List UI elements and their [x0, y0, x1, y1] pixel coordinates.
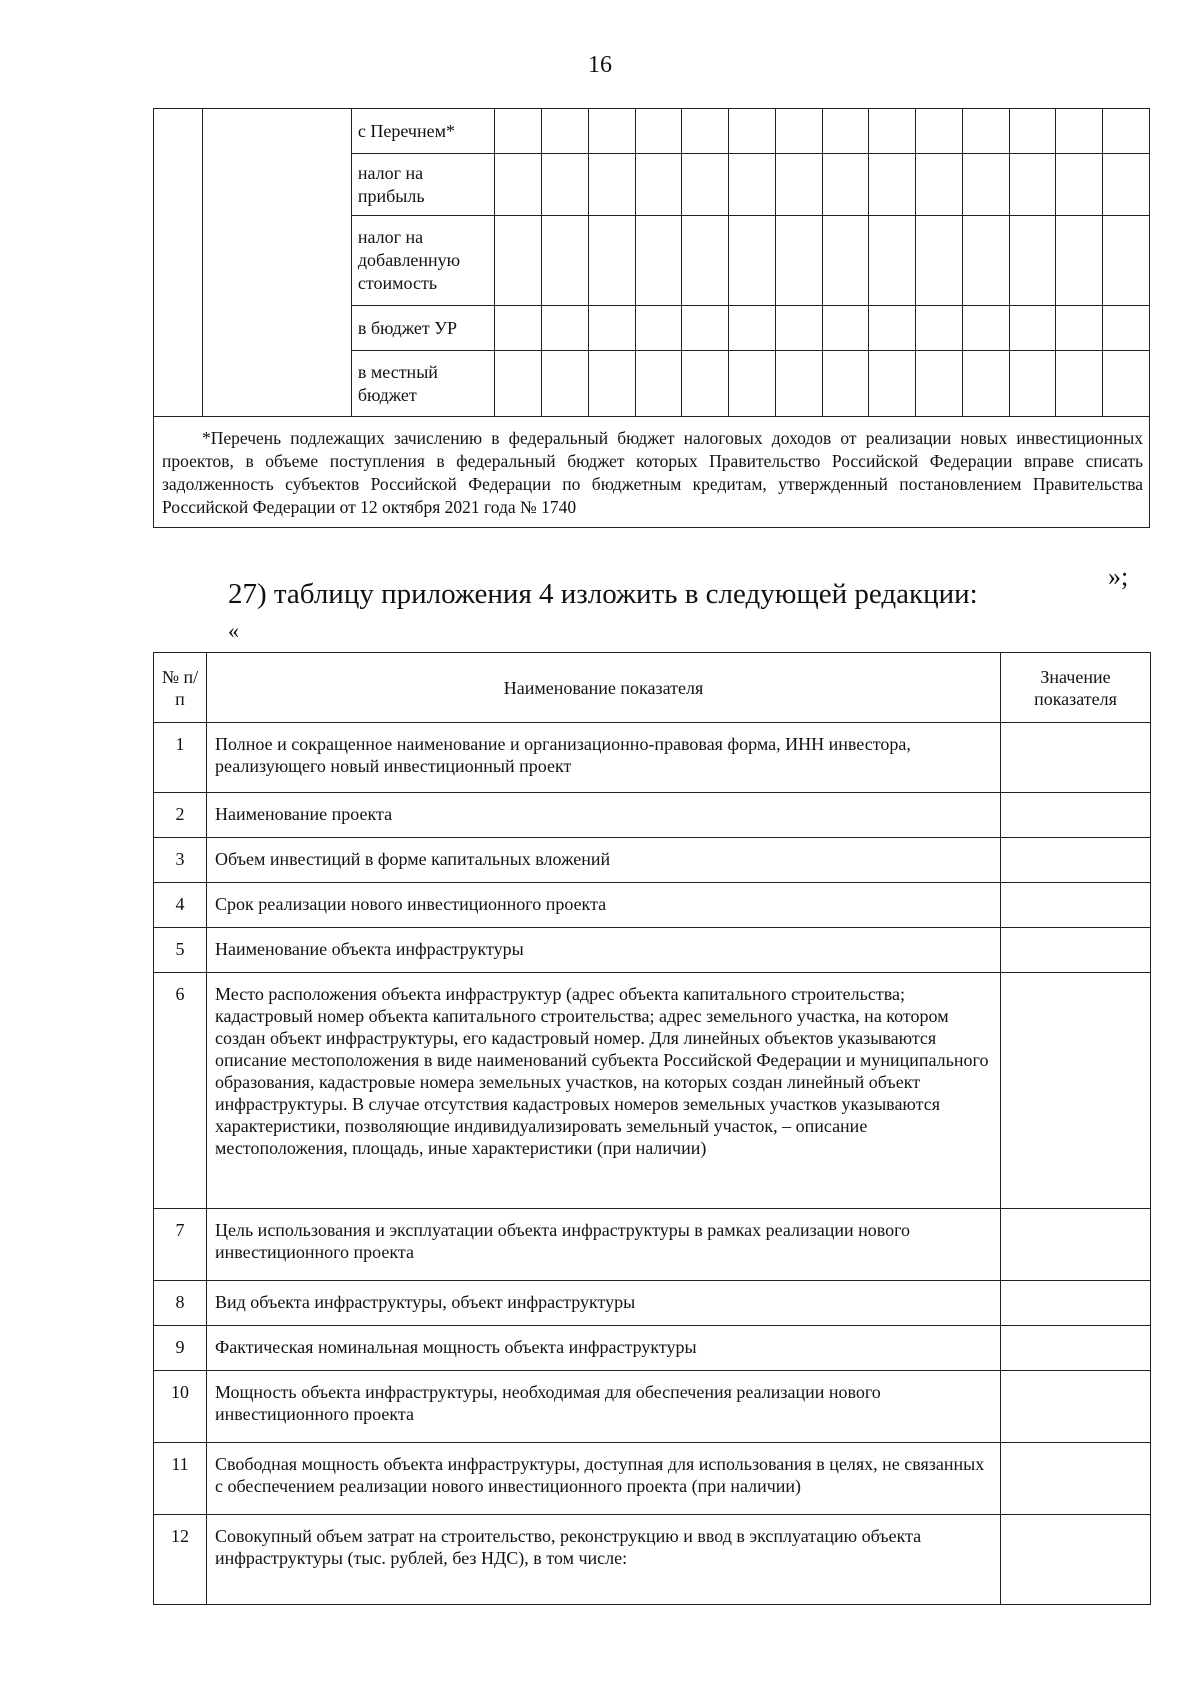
indicator-name: Совокупный объем затрат на строительство, реконструкцию и ввод в эксплуатацию объекта инфраструктуры (тыс. рублей, без НДС), в том числе:	[207, 1515, 1001, 1605]
indicator-name: Место расположения объекта инфраструктур (адрес объекта капитального строительства; кадастровый номер объекта капитального строительства; адрес земельного участка, на котором создан объект инфраструктуры, его кадастровый номер. Для линейных объектов указываются описание местоположения в виде наименований субъекта Российской Федерации и муниципального образования, кадастровые номера земельных участков, на которых создан линейный объект инфраструктуры. В случае отсутствия кадастровых номеров земельных участков указываются характеристики, позволяющие индивидуализировать земельный участок, – описание местоположения, площадь, иные характеристики (при наличии)	[207, 973, 1001, 1209]
value-cell	[682, 216, 729, 306]
value-cell	[1056, 216, 1103, 306]
table-header-row	[154, 653, 1151, 723]
table-row	[154, 1281, 1151, 1326]
row-label: в местный бюджет	[351, 351, 495, 417]
row-number: 5	[154, 928, 207, 973]
value-cell	[916, 216, 963, 306]
value-cell	[1056, 306, 1103, 351]
value-cell	[916, 109, 963, 154]
indicator-value	[1001, 1281, 1151, 1326]
value-cell	[822, 306, 869, 351]
indicator-value	[1001, 973, 1151, 1209]
value-cell	[495, 216, 542, 306]
row-number: 10	[154, 1371, 207, 1443]
value-cell	[775, 154, 822, 216]
closing-quote: »;	[1108, 562, 1129, 591]
value-cell	[869, 216, 916, 306]
value-cell	[869, 351, 916, 417]
indicator-value	[1001, 1443, 1151, 1515]
value-cell	[729, 306, 776, 351]
indicator-name: Свободная мощность объекта инфраструктуры, доступная для использования в целях, не связанных с обеспечением реализации нового инвестиционного проекта (при наличии)	[207, 1443, 1001, 1515]
value-cell	[682, 154, 729, 216]
table-row	[154, 1443, 1151, 1515]
table-row	[154, 838, 1151, 883]
value-cell	[542, 306, 589, 351]
table-row	[154, 109, 1150, 154]
row-label: налог на прибыль	[351, 154, 495, 216]
upper-table	[153, 108, 1150, 528]
value-cell	[822, 109, 869, 154]
row-number: 8	[154, 1281, 207, 1326]
value-cell	[1009, 109, 1056, 154]
value-cell	[916, 154, 963, 216]
indicator-value	[1001, 1326, 1151, 1371]
row-number: 12	[154, 1515, 207, 1605]
footnote-row	[154, 417, 1150, 528]
header-value: Значение показателя	[1001, 653, 1151, 723]
value-cell	[916, 306, 963, 351]
value-cell	[495, 306, 542, 351]
value-cell	[869, 154, 916, 216]
value-cell	[962, 216, 1009, 306]
value-cell	[729, 351, 776, 417]
value-cell	[1009, 154, 1056, 216]
table-row	[154, 928, 1151, 973]
value-cell	[635, 351, 682, 417]
indicator-value	[1001, 1209, 1151, 1281]
value-cell	[495, 109, 542, 154]
table-row	[154, 723, 1151, 793]
row-number: 9	[154, 1326, 207, 1371]
value-cell	[588, 154, 635, 216]
value-cell	[682, 351, 729, 417]
empty-cell	[154, 109, 203, 417]
value-cell	[822, 154, 869, 216]
row-number: 4	[154, 883, 207, 928]
indicator-name: Полное и сокращенное наименование и организационно-правовая форма, ИНН инвестора, реализующего новый инвестиционный проект	[207, 723, 1001, 793]
value-cell	[1009, 306, 1056, 351]
value-cell	[729, 109, 776, 154]
table-row	[154, 1209, 1151, 1281]
indicator-value	[1001, 793, 1151, 838]
value-cell	[775, 109, 822, 154]
table-row	[154, 973, 1151, 1209]
value-cell	[682, 306, 729, 351]
table-row	[154, 793, 1151, 838]
indicator-name: Наименование объекта инфраструктуры	[207, 928, 1001, 973]
indicator-value	[1001, 1371, 1151, 1443]
value-cell	[869, 306, 916, 351]
value-cell	[635, 109, 682, 154]
value-cell	[635, 306, 682, 351]
row-number: 1	[154, 723, 207, 793]
value-cell	[916, 351, 963, 417]
value-cell	[962, 154, 1009, 216]
value-cell	[682, 109, 729, 154]
value-cell	[1103, 154, 1150, 216]
indicator-value	[1001, 723, 1151, 793]
value-cell	[822, 216, 869, 306]
value-cell	[1056, 154, 1103, 216]
value-cell	[822, 351, 869, 417]
indicator-name: Наименование проекта	[207, 793, 1001, 838]
value-cell	[542, 109, 589, 154]
row-number: 3	[154, 838, 207, 883]
value-cell	[729, 216, 776, 306]
value-cell	[1103, 351, 1150, 417]
value-cell	[1009, 216, 1056, 306]
value-cell	[495, 351, 542, 417]
footnote: *Перечень подлежащих зачислению в федеральный бюджет налоговых доходов от реализации новых инвестиционных проектов, в объеме поступления в федеральный бюджет которых Правительство Российской Федерации вправе списать задолженность субъектов Российской Федерации по бюджетным кредитам, утвержденный постановлением Правительства Российской Федерации от 12 октября 2021 года № 1740	[154, 417, 1150, 528]
indicator-name: Фактическая номинальная мощность объекта инфраструктуры	[207, 1326, 1001, 1371]
value-cell	[1103, 109, 1150, 154]
indicator-table	[153, 652, 1151, 1605]
table-row	[154, 883, 1151, 928]
indicator-value	[1001, 838, 1151, 883]
row-number: 11	[154, 1443, 207, 1515]
indicator-name: Цель использования и эксплуатации объекта инфраструктуры в рамках реализации нового инвестиционного проекта	[207, 1209, 1001, 1281]
value-cell	[1056, 109, 1103, 154]
value-cell	[962, 109, 1009, 154]
header-number: № п/п	[154, 653, 207, 723]
opening-quote: «	[228, 618, 239, 643]
page-number: 16	[588, 52, 612, 78]
value-cell	[775, 351, 822, 417]
value-cell	[775, 216, 822, 306]
indicator-name: Срок реализации нового инвестиционного проекта	[207, 883, 1001, 928]
header-name: Наименование показателя	[207, 653, 1001, 723]
value-cell	[962, 351, 1009, 417]
indicator-value	[1001, 928, 1151, 973]
row-number: 2	[154, 793, 207, 838]
indicator-name: Мощность объекта инфраструктуры, необходимая для обеспечения реализации нового инвестиционного проекта	[207, 1371, 1001, 1443]
instruction-text: 27) таблицу приложения 4 изложить в следующей редакции:	[228, 578, 978, 610]
table-row	[154, 1371, 1151, 1443]
value-cell	[962, 306, 1009, 351]
row-label: в бюджет УР	[351, 306, 495, 351]
value-cell	[542, 216, 589, 306]
row-number: 6	[154, 973, 207, 1209]
value-cell	[729, 154, 776, 216]
value-cell	[495, 154, 542, 216]
indicator-value	[1001, 1515, 1151, 1605]
row-number: 7	[154, 1209, 207, 1281]
table-row	[154, 1326, 1151, 1371]
indicator-name: Вид объекта инфраструктуры, объект инфраструктуры	[207, 1281, 1001, 1326]
value-cell	[635, 216, 682, 306]
value-cell	[635, 154, 682, 216]
row-label: с Перечнем*	[351, 109, 495, 154]
value-cell	[542, 154, 589, 216]
indicator-name: Объем инвестиций в форме капитальных вложений	[207, 838, 1001, 883]
value-cell	[1056, 351, 1103, 417]
value-cell	[1103, 306, 1150, 351]
value-cell	[588, 351, 635, 417]
value-cell	[588, 216, 635, 306]
value-cell	[1103, 216, 1150, 306]
row-label: налог на добавленную стоимость	[351, 216, 495, 306]
value-cell	[588, 306, 635, 351]
table-row	[154, 1515, 1151, 1605]
value-cell	[869, 109, 916, 154]
value-cell	[1009, 351, 1056, 417]
empty-cell	[202, 109, 351, 417]
value-cell	[588, 109, 635, 154]
value-cell	[542, 351, 589, 417]
value-cell	[775, 306, 822, 351]
indicator-value	[1001, 883, 1151, 928]
